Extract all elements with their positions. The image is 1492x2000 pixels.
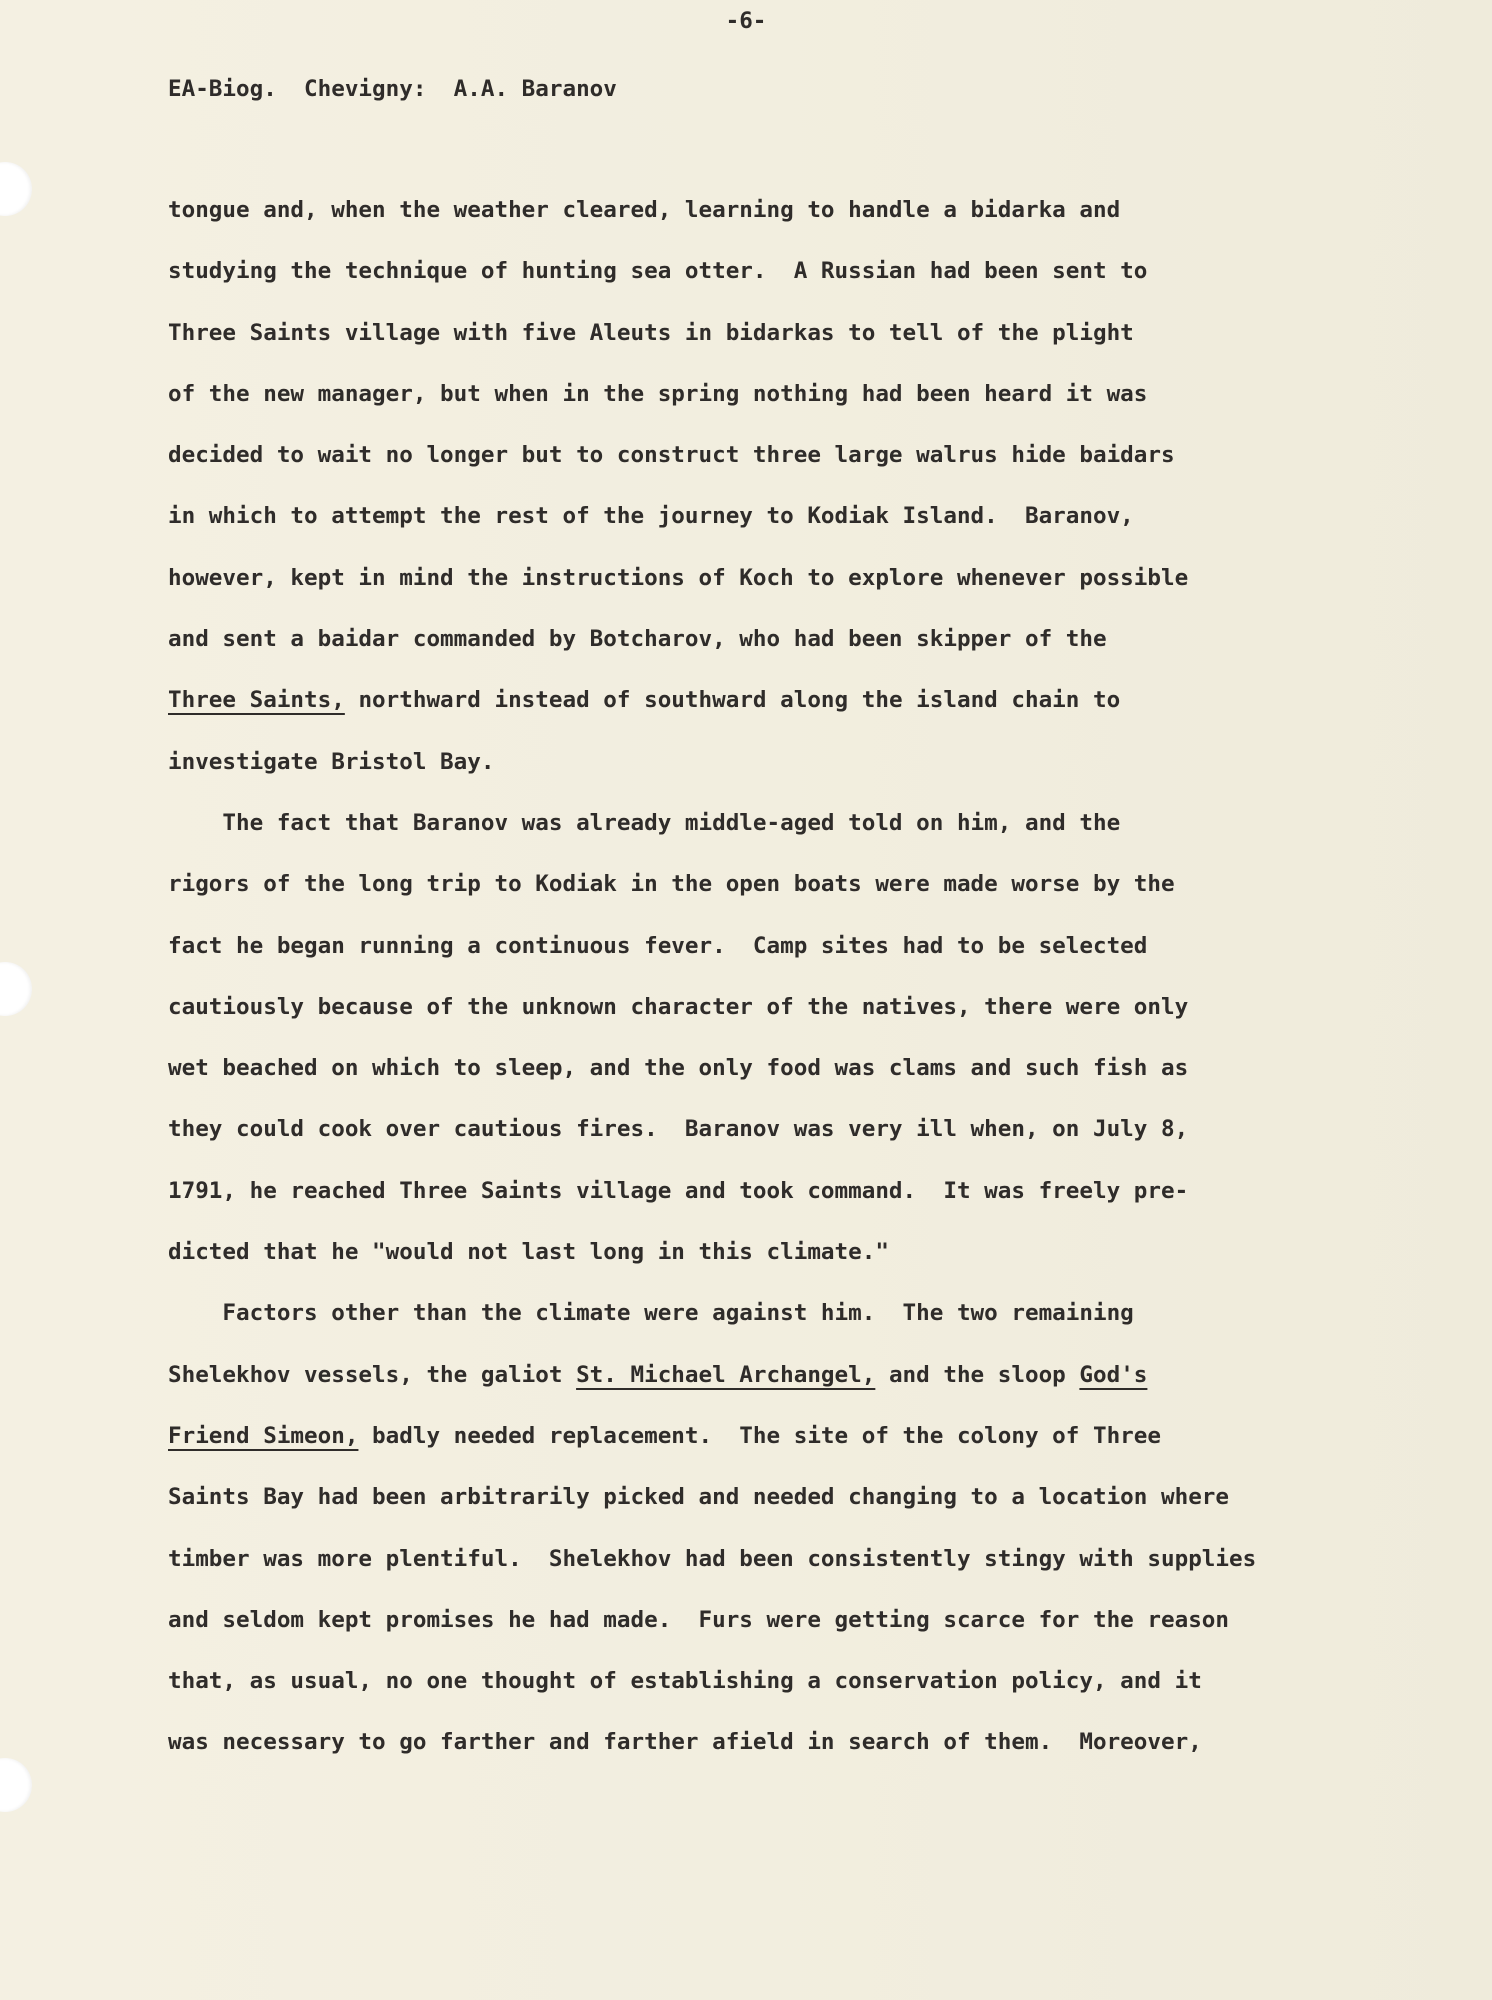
text-segment: Shelekhov vessels, the galiot bbox=[168, 1361, 577, 1388]
text-line bbox=[168, 251, 1256, 312]
text-segment: badly needed replacement. The site of the colony of Three bbox=[358, 1422, 1161, 1449]
text-line bbox=[168, 496, 1256, 557]
text-line bbox=[168, 742, 1256, 803]
text-line bbox=[168, 864, 1256, 925]
text-line bbox=[168, 1600, 1256, 1661]
underlined-title: St. Michael Archangel, bbox=[576, 1361, 876, 1388]
text-line bbox=[168, 619, 1256, 680]
text-segment: timber was more plentiful. Shelekhov had been consistently stingy with supplies bbox=[168, 1545, 1257, 1572]
text-line bbox=[168, 1232, 1256, 1293]
text-segment: fact he began running a continuous fever. Camp sites had to be selected bbox=[168, 932, 1148, 959]
text-segment: cautiously because of the unknown character of the natives, there were only bbox=[168, 993, 1189, 1020]
text-segment: studying the technique of hunting sea otter. A Russian had been sent to bbox=[168, 258, 1148, 285]
text-line bbox=[168, 1722, 1256, 1783]
text-segment: and seldom kept promises he had made. Furs were getting scarce for the reason bbox=[168, 1606, 1230, 1633]
text-segment: was necessary to go farther and farther afield in search of them. Moreover, bbox=[168, 1729, 1202, 1756]
underlined-title: Friend Simeon, bbox=[168, 1422, 359, 1449]
text-segment: Three Saints village with five Aleuts in bidarkas to tell of the plight bbox=[168, 319, 1134, 346]
page-number: -6- bbox=[725, 8, 767, 34]
text-line bbox=[168, 313, 1256, 374]
text-segment: Factors other than the climate were against him. The two remaining bbox=[168, 1300, 1134, 1327]
text-line bbox=[168, 803, 1256, 864]
text-segment: in which to attempt the rest of the journey to Kodiak Island. Baranov, bbox=[168, 503, 1134, 530]
text-line bbox=[168, 558, 1256, 619]
text-segment: rigors of the long trip to Kodiak in the open boats were made worse by the bbox=[168, 871, 1175, 898]
text-segment: and the sloop bbox=[875, 1361, 1080, 1388]
text-segment: however, kept in mind the instructions of Koch to explore whenever possible bbox=[168, 564, 1189, 591]
text-line bbox=[168, 190, 1256, 251]
text-line bbox=[168, 680, 1256, 741]
text-line bbox=[168, 1048, 1256, 1109]
text-segment: northward instead of southward along the island chain to bbox=[344, 687, 1121, 714]
underlined-title: God's bbox=[1079, 1361, 1148, 1388]
text-segment: decided to wait no longer but to construct three large walrus hide baidars bbox=[168, 442, 1175, 469]
text-line bbox=[168, 1661, 1256, 1722]
text-line bbox=[168, 374, 1256, 435]
text-line bbox=[168, 1477, 1256, 1538]
underlined-title: Three Saints, bbox=[168, 687, 345, 714]
text-segment: tongue and, when the weather cleared, learning to handle a bidarka and bbox=[168, 197, 1121, 223]
text-segment: that, as usual, no one thought of establishing a conservation policy, and it bbox=[168, 1668, 1202, 1695]
text-line bbox=[168, 987, 1256, 1048]
binder-hole-bottom bbox=[0, 1758, 32, 1812]
text-line bbox=[168, 1355, 1256, 1416]
text-segment: dicted that he "would not last long in this climate." bbox=[168, 1239, 889, 1266]
body-text bbox=[168, 190, 1256, 1784]
binder-hole-middle bbox=[0, 962, 32, 1016]
text-line bbox=[168, 1109, 1256, 1170]
text-line bbox=[168, 1171, 1256, 1232]
text-segment: The fact that Baranov was already middle-aged told on him, and the bbox=[168, 809, 1121, 836]
binder-hole-top bbox=[0, 162, 32, 216]
text-segment: and sent a baidar commanded by Botcharov, who had been skipper of the bbox=[168, 626, 1107, 653]
text-segment: 1791, he reached Three Saints village and took command. It was freely pre- bbox=[168, 1177, 1189, 1204]
text-segment: Saints Bay had been arbitrarily picked and needed changing to a location where bbox=[168, 1484, 1230, 1511]
text-line bbox=[168, 1539, 1256, 1600]
text-segment: wet beached on which to sleep, and the only food was clams and such fish as bbox=[168, 1055, 1189, 1082]
text-segment: of the new manager, but when in the spring nothing had been heard it was bbox=[168, 380, 1148, 407]
text-line bbox=[168, 926, 1256, 987]
text-line bbox=[168, 435, 1256, 496]
text-segment: they could cook over cautious fires. Baranov was very ill when, on July 8, bbox=[168, 1116, 1189, 1143]
running-head: EA-Biog. Chevigny: A.A. Baranov bbox=[168, 76, 617, 102]
text-segment: investigate Bristol Bay. bbox=[168, 748, 495, 775]
text-line bbox=[168, 1293, 1256, 1354]
text-line bbox=[168, 1416, 1256, 1477]
